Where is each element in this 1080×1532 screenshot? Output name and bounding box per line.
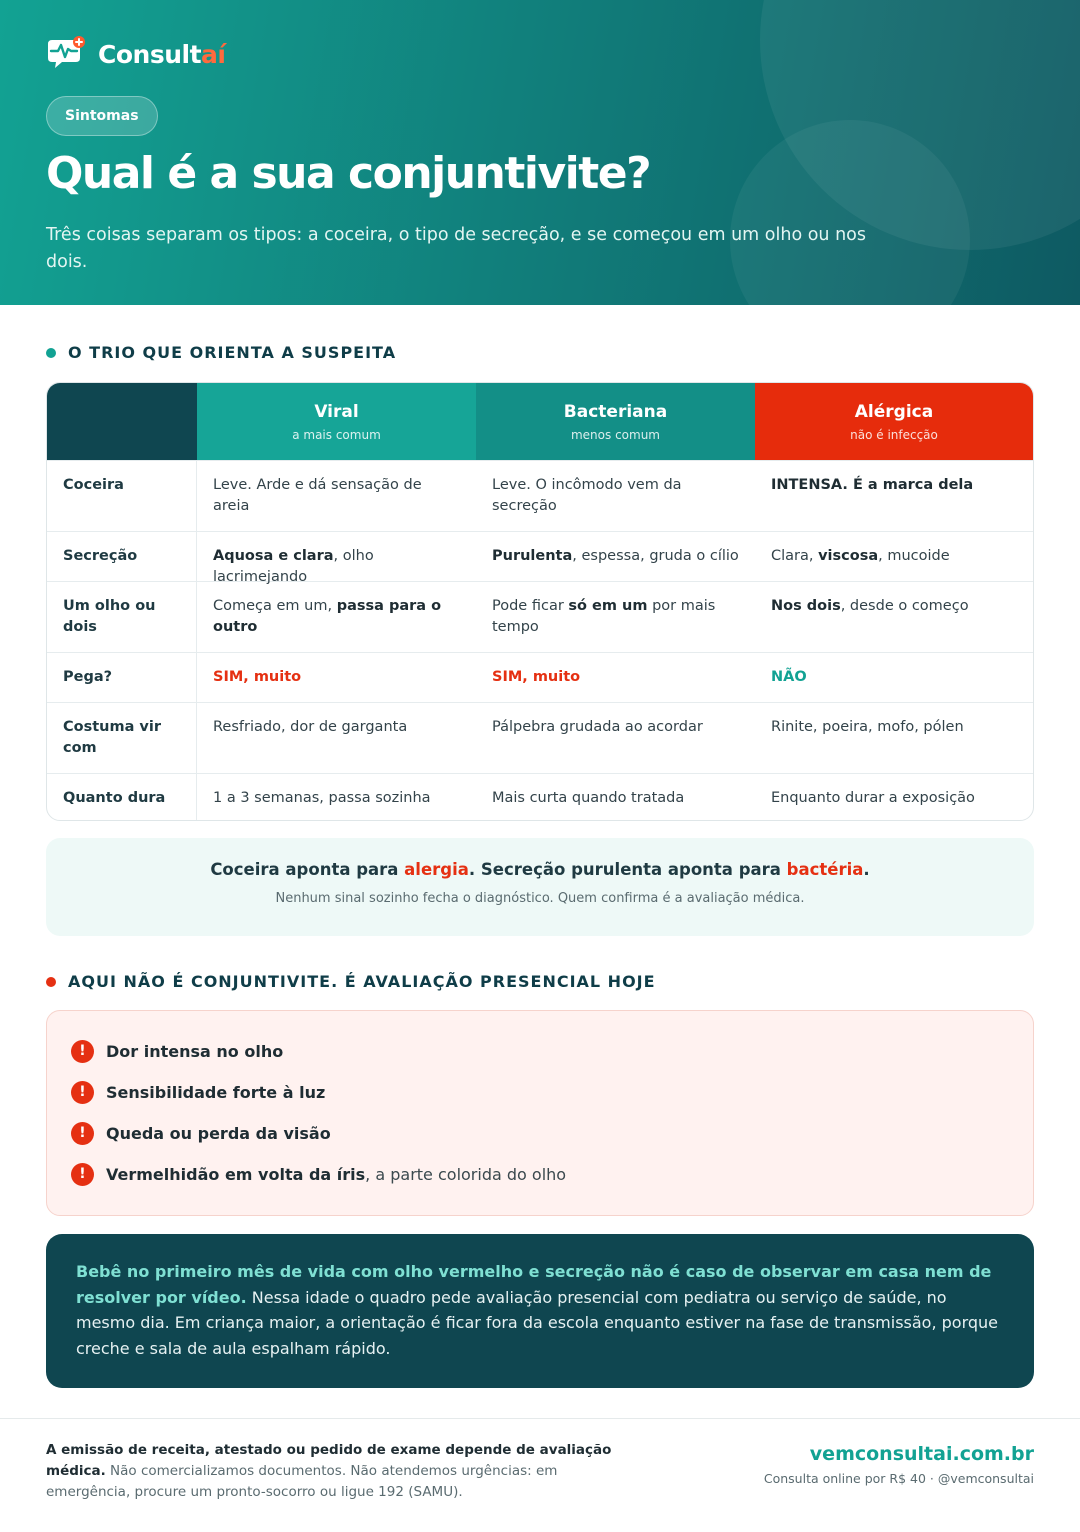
table-header [47, 383, 1033, 460]
column-header-bacteriana [476, 383, 755, 460]
callout-main-text: Coceira aponta para alergia. Secreção purulenta aponta para bactéria. [210, 860, 870, 879]
row-label: Um olho ou dois [47, 582, 197, 652]
table-row-coceira [47, 460, 1033, 531]
row-label: Quanto dura [47, 774, 197, 821]
section-heading-warning [46, 972, 656, 991]
table-cell: Leve. Arde e dá sensação de areia [213, 477, 422, 514]
table-cell: SIM, muito [213, 669, 302, 685]
footer-divider [0, 1418, 1080, 1419]
key-signal-callout [46, 838, 1034, 936]
table-cell: Nos dois, desde o começo [771, 598, 969, 614]
table-cell: Resfriado, dor de garganta [213, 719, 408, 735]
table-row-pega [47, 652, 1033, 702]
header-banner [0, 0, 1080, 305]
column-subtitle: menos comum [570, 427, 660, 442]
bullet-dot-icon [46, 348, 56, 358]
table-cell: NÃO [771, 669, 807, 685]
brand-logo[interactable] [48, 36, 225, 72]
table-cell: Rinite, poeira, mofo, pólen [771, 719, 964, 735]
callout-note: Nenhum sinal sozinho fecha o diagnóstico. Quem confirma é a avaliação médica. [275, 891, 805, 906]
column-name: Bacteriana [563, 401, 668, 422]
header-blank-cell [47, 383, 197, 460]
list-item: ! Dor intensa no olho [71, 1040, 283, 1063]
column-header-alergica [755, 383, 1033, 460]
comparison-table [46, 382, 1034, 821]
table-row-quanto-dura [47, 773, 1033, 821]
column-subtitle: a mais comum [292, 427, 381, 442]
alert-icon: ! [71, 1081, 94, 1104]
column-subtitle: não é infecção [850, 427, 938, 442]
bullet-dot-icon [46, 977, 56, 987]
page-title: Qual é a sua conjuntivite? [46, 148, 651, 199]
column-name: Alérgica [854, 401, 934, 422]
table-cell: 1 a 3 semanas, passa sozinha [213, 790, 431, 806]
section-heading-trio [46, 343, 396, 362]
table-row-secrecao [47, 531, 1033, 585]
website-link[interactable]: vemconsultai.com.br [809, 1443, 1034, 1465]
section-title: O TRIO QUE ORIENTA A SUSPEITA [68, 343, 397, 362]
table-cell: Clara, viscosa, mucoide [771, 548, 950, 564]
alert-icon: ! [71, 1040, 94, 1063]
table-cell: Leve. O incômodo vem da secreção [492, 477, 682, 514]
page-subtitle: Três coisas separam os tipos: a coceira, o tipo de secreção, e se começou em um olho ou nos dois. [46, 225, 866, 272]
table-cell: Começa em um, passa para o outro [213, 598, 442, 635]
column-name: Viral [314, 401, 359, 422]
table-row-costuma-vir-com [47, 702, 1033, 773]
red-flags-box [46, 1010, 1034, 1216]
row-label: Coceira [47, 461, 197, 531]
row-label: Costuma vir com [47, 703, 197, 773]
list-item: ! Sensibilidade forte à luz [71, 1081, 325, 1104]
alert-icon: ! [71, 1163, 94, 1186]
table-cell: SIM, muito [492, 669, 581, 685]
newborn-alert-box: Bebê no primeiro mês de vida com olho vermelho e secreção não é caso de observar em casa nem de resolver por vídeo. Nessa idade o quadro pede avaliação presencial com pediatra ou serviço de saúde, no mesmo dia. Em criança maior, a orientação é ficar fora da escola enquanto estiver na fase de transmissão, porque creche e sala de aula espalham rápido. [46, 1234, 1034, 1388]
row-label: Secreção [47, 532, 197, 581]
table-cell: Aquosa e clara, olho lacrimejando [213, 548, 374, 585]
footer-price-handle: Consulta online por R$ 40 · @vemconsultai [763, 1471, 1034, 1486]
footer-disclaimer: A emissão de receita, atestado ou pedido de exame depende de avaliação médica. Não comercializamos documentos. Não atendemos urgências: em emergência, procure um pronto-socorro ou ligue 192 (SAMU). [46, 1442, 612, 1500]
table-cell: Mais curta quando tratada [492, 790, 685, 806]
table-cell: Enquanto durar a exposição [771, 790, 975, 806]
category-tag[interactable]: Sintomas [46, 96, 158, 136]
table-cell: Purulenta, espessa, gruda o cílio [492, 548, 739, 564]
brand-name: Consultaí [98, 39, 226, 69]
list-item: ! Vermelhidão em volta da íris , a parte colorida do olho [71, 1163, 566, 1186]
table-row-um-olho-ou-dois [47, 581, 1033, 652]
chat-pulse-icon [48, 36, 86, 72]
table-cell: Pálpebra grudada ao acordar [492, 719, 703, 735]
list-item: ! Queda ou perda da visão [71, 1122, 331, 1145]
section-title: AQUI NÃO É CONJUNTIVITE. É AVALIAÇÃO PRESENCIAL HOJE [68, 972, 656, 991]
column-header-viral [197, 383, 476, 460]
table-cell: INTENSA. É a marca dela [771, 477, 974, 493]
row-label: Pega? [47, 653, 197, 702]
table-cell: Pode ficar só em um por mais tempo [492, 598, 716, 635]
alert-icon: ! [71, 1122, 94, 1145]
footer-contact [764, 1443, 1034, 1486]
